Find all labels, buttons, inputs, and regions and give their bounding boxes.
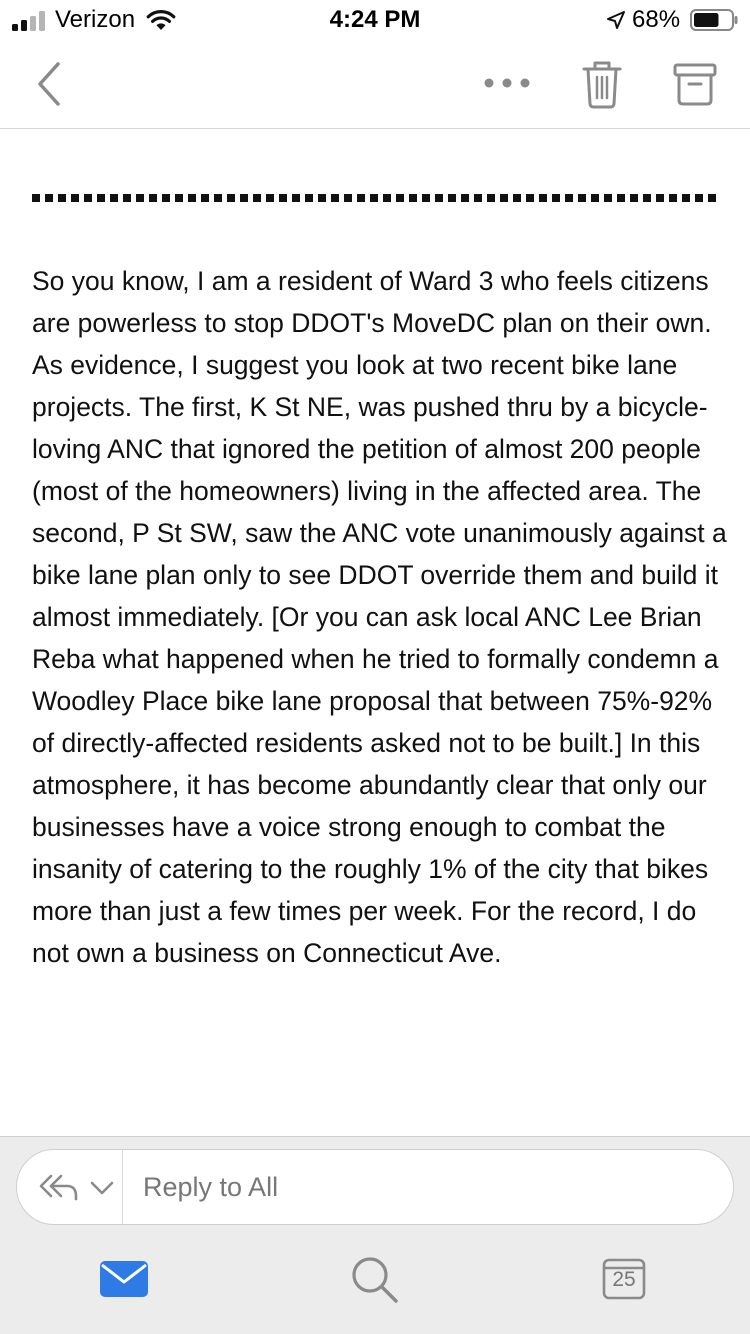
more-button[interactable] [480,68,534,98]
battery-icon [690,9,738,31]
reply-box[interactable] [16,1149,734,1225]
dotted-separator [32,194,720,202]
reply-all-icon [37,1172,79,1202]
reply-input[interactable]: Reply to All [143,1172,279,1202]
archive-button[interactable] [670,58,720,110]
back-button[interactable] [30,60,70,108]
search-tab[interactable] [344,1252,404,1308]
location-arrow-icon [606,10,626,30]
tab-bar [0,1238,750,1334]
message-body [0,130,750,1136]
reply-options-button[interactable] [17,1150,123,1224]
chevron-down-icon [89,1180,115,1196]
calendar-tab[interactable] [594,1252,654,1308]
battery-percentage: 68% [632,6,681,33]
carrier-name: Verizon [55,6,136,33]
status-time: 4:24 PM [329,6,421,33]
calendar-day-number: 25 [612,1268,636,1291]
message-text: So you know, I am a resident of Ward 3 who feels citizens are powerless to stop DDOT's MoveDC plan on their own. As evidence, I suggest you look at two recent bike lane projects. The first, K St NE, was pushed thru by a bicycle-loving ANC that ignored the petition of almost 200 people (most of the homeowners) living in the affected area. The second, P St SW, saw the ANC vote unanimously against a bike lane plan only to see DDOT override them and build it almost immediately. [Or you can ask local ANC Lee Brian Reba what happened when he tried to formally condemn a Woodley Place bike lane proposal that between 75%-92% of directly-affected residents asked not to be built.] In this atmosphere, it has become abundantly clear that only our businesses have a voice strong enough to combat the insanity of catering to the roughly 1% of the city that bikes more than just a few times per week. For the record, I do not own a business on Connecticut Ave. [32,266,727,968]
trash-button[interactable] [578,58,626,110]
mail-tab[interactable] [94,1252,154,1308]
nav-bar [0,40,750,129]
reply-bar [0,1136,750,1238]
status-bar [0,0,750,40]
